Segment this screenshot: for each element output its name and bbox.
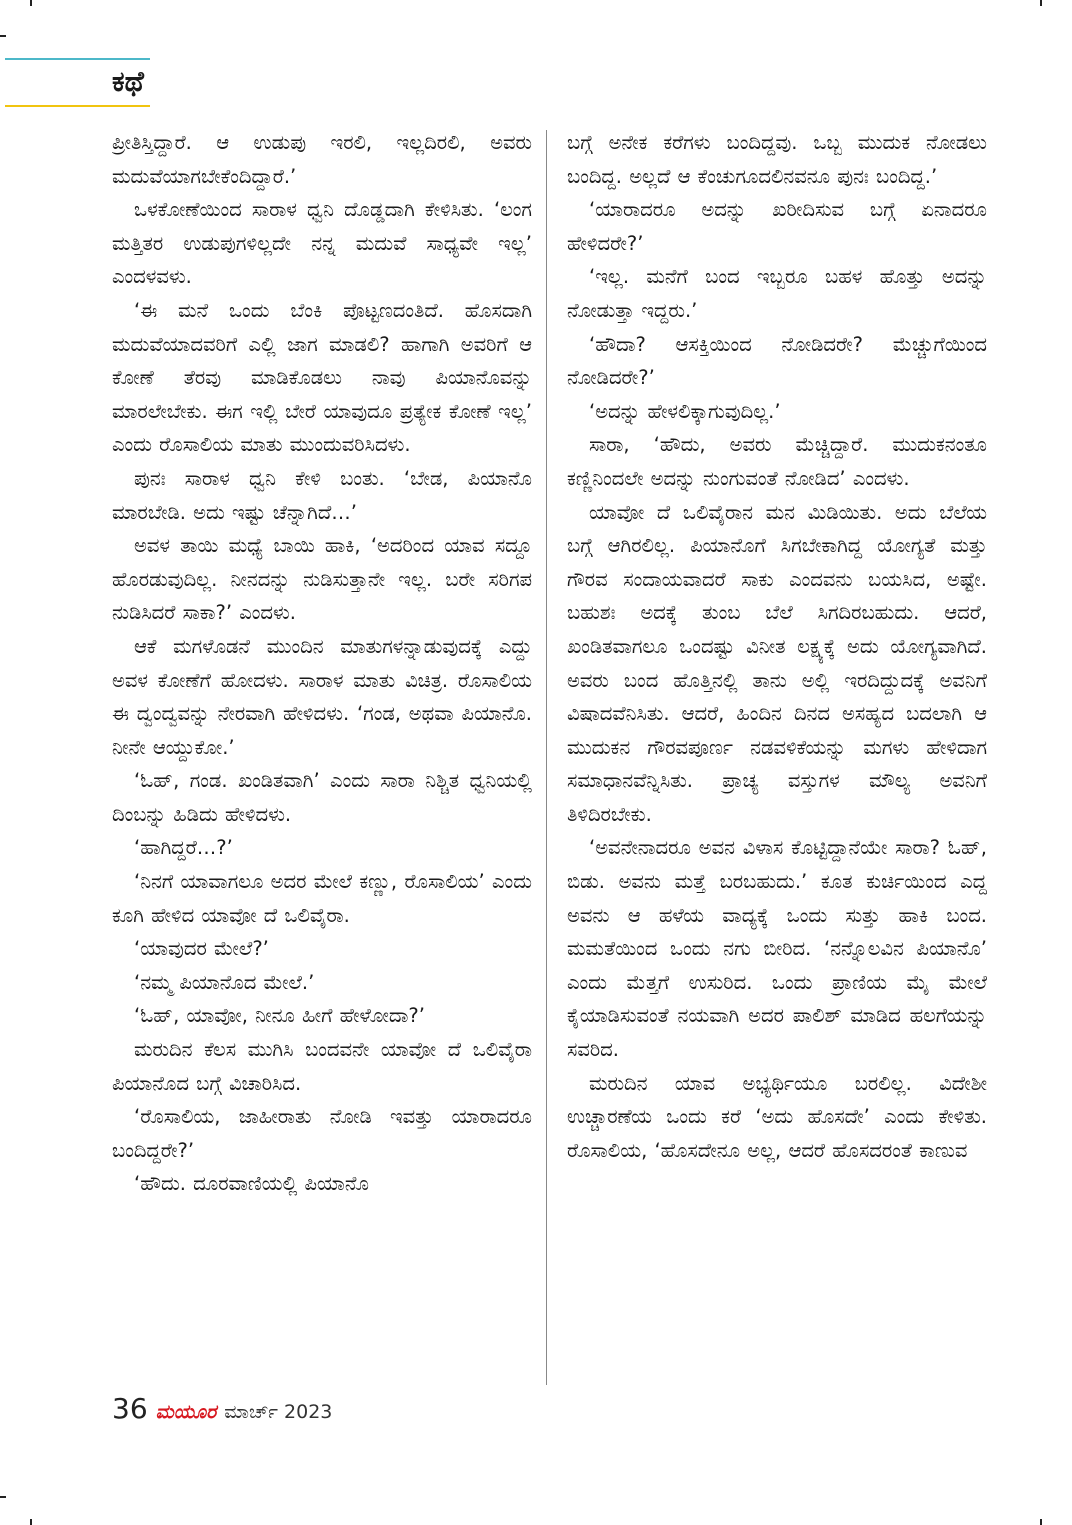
paragraph: ‘ಓಹ್, ಯಾವೋ, ನೀನೂ ಹೀಗೆ ಹೇಳೋದಾ?’ xyxy=(134,1004,425,1028)
page-number: 36 xyxy=(112,1392,148,1425)
issue-date: ಮಾರ್ಚ್ 2023 xyxy=(224,1401,333,1423)
paragraph: ಅವಳ ತಾಯಿ ಮಧ್ಯೆ ಬಾಯಿ ಹಾಕಿ, ‘ಅದರಿಂದ ಯಾವ ಸದ್ದೂ ಹೊರಡುವುದಿಲ್ಲ. ನೀನದನ್ನು ನುಡಿಸುತ್ತಾನೇ ಇಲ್ಲ. ಬರೇ ಸರಿಗಪ ನುಡಿಸಿದರೆ ಸಾಕಾ?’ ಎಂದಳು. xyxy=(112,534,532,625)
paragraph: ಯಾವೋ ದೆ ಒಲಿವೈರಾನ ಮನ ಮಿಡಿಯಿತು. ಅದು ಬೆಲೆಯ ಬಗ್ಗೆ ಆಗಿರಲಿಲ್ಲ. ಪಿಯಾನೊಗೆ ಸಿಗಬೇಕಾಗಿದ್ದ ಯೋಗ್ಯತೆ ಮತ್ತು ಗೌರವ ಸಂದಾಯವಾದರೆ ಸಾಕು ಎಂದವನು ಬಯಸಿದ, ಅಷ್ಟೇ. ಬಹುಶಃ ಅದಕ್ಕೆ ತುಂಬ ಬೆಲೆ ಸಿಗದಿರಬಹುದು. ಆದರೆ, ಖಂಡಿತವಾಗಲೂ ಒಂದಷ್ಟು ವಿನೀತ ಲಕ್ಷ್ಯಕ್ಕೆ ಅದು ಯೋಗ್ಯವಾಗಿದೆ. ಅವರು ಬಂದ ಹೊತ್ತಿನಲ್ಲಿ ತಾನು ಅಲ್ಲಿ ಇರದಿದ್ದುದಕ್ಕೆ ಅವನಿಗೆ ವಿಷಾದವೆನಿಸಿತು. ಆದರೆ, ಹಿಂದಿನ ದಿನದ ಅಸಹ್ಯದ ಬದಲಾಗಿ ಆ ಮುದುಕನ ಗೌರವಪೂರ್ಣ ನಡವಳಿಕೆಯನ್ನು ಮಗಳು ಹೇಳಿದಾಗ ಸಮಾಧಾನವೆನ್ನಿಸಿತು. ಪ್ರಾಚ್ಯ ವಸ್ತುಗಳ ಮೌಲ್ಯ ಅವನಿಗೆ ತಿಳಿದಿರಬೇಕು. xyxy=(567,500,987,826)
header-rule-top xyxy=(5,58,150,60)
crop-mark xyxy=(0,35,6,37)
paragraph: ‘ಯಾರಾದರೂ ಅದನ್ನು ಖರೀದಿಸುವ ಬಗ್ಗೆ ಏನಾದರೂ ಹೇಳಿದರೇ?’ xyxy=(567,198,987,255)
crop-mark xyxy=(0,1496,6,1498)
crop-mark xyxy=(1040,1519,1042,1525)
paragraph: ‘ಹೌದಾ? ಆಸಕ್ತಿಯಿಂದ ನೋಡಿದರೇ? ಮೆಚ್ಚುಗೆಯಿಂದ ನೋಡಿದರೇ?’ xyxy=(567,332,987,390)
column-divider xyxy=(546,130,547,1385)
right-column xyxy=(567,126,987,1386)
paragraph: ಪುನಃ ಸಾರಾಳ ಧ್ವನಿ ಕೇಳಿ ಬಂತು. ‘ಬೇಡ, ಪಿಯಾನೊ ಮಾರಬೇಡಿ. ಅದು ಇಷ್ಟು ಚೆನ್ನಾಗಿದೆ…’ xyxy=(112,466,532,524)
paragraph: ‘ಅದನ್ನು ಹೇಳಲಿಕ್ಕಾಗುವುದಿಲ್ಲ.’ xyxy=(589,399,781,423)
crop-mark xyxy=(1040,0,1042,6)
header-rule-bottom xyxy=(5,105,150,107)
paragraph: ‘ಓಹ್, ಗಂಡ. ಖಂಡಿತವಾಗಿ’ ಎಂದು ಸಾರಾ ನಿಶ್ಚಿತ ಧ್ವನಿಯಲ್ಲಿ ದಿಂಬನ್ನು ಹಿಡಿದು ಹೇಳಿದಳು. xyxy=(112,769,532,826)
paragraph: ಒಳಕೋಣೆಯಿಂದ ಸಾರಾಳ ಧ್ವನಿ ದೊಡ್ಡದಾಗಿ ಕೇಳಿಸಿತು. ‘ಲಂಗ ಮತ್ತಿತರ ಉಡುಪುಗಳಿಲ್ಲದೇ ನನ್ನ ಮದುವೆ ಸಾಧ್ಯವೇ ಇಲ್ಲ’ ಎಂದಳವಳು. xyxy=(112,198,532,289)
paragraph: ಆಕೆ ಮಗಳೊಡನೆ ಮುಂದಿನ ಮಾತುಗಳನ್ನಾಡುವುದಕ್ಕೆ ಎದ್ದು ಅವಳ ಕೋಣೆಗೆ ಹೋದಳು. ಸಾರಾಳ ಮಾತು ವಿಚಿತ್ರ. ರೊಸಾಲಿಯ ಈ ದ್ವಂದ್ವವನ್ನು ನೇರವಾಗಿ ಹೇಳಿದಳು. ‘ಗಂಡ, ಅಥವಾ ಪಿಯಾನೊ. ನೀನೇ ಆಯ್ದುಕೋ.’ xyxy=(112,634,532,759)
section-title: ಕಥೆ xyxy=(112,65,144,98)
paragraph: ಮರುದಿನ ಯಾವ ಅಭ್ಯರ್ಥಿಯೂ ಬರಲಿಲ್ಲ. ವಿದೇಶೀ ಉಚ್ಚಾರಣೆಯ ಒಂದು ಕರೆ ‘ಅದು ಹೊಸದೇ’ ಎಂದು ಕೇಳಿತು. ರೊಸಾಲಿಯ, ‘ಹೊಸದೇನೂ ಅಲ್ಲ, ಆದರೆ ಹೊಸದರಂತೆ ಕಾಣುವ xyxy=(567,1071,987,1162)
paragraph: ‘ಇಲ್ಲ. ಮನೆಗೆ ಬಂದ ಇಬ್ಬರೂ ಬಹಳ ಹೊತ್ತು ಅದನ್ನು ನೋಡುತ್ತಾ ಇದ್ದರು.’ xyxy=(567,265,987,322)
paragraph: ಸಾರಾ, ‘ಹೌದು, ಅವರು ಮೆಚ್ಚಿದ್ದಾರೆ. ಮುದುಕನಂತೂ ಕಣ್ಣಿನಿಂದಲೇ ಅದನ್ನು ನುಂಗುವಂತೆ ನೋಡಿದ’ ಎಂದಳು. xyxy=(567,433,987,490)
paragraph: ‘ಹೌದು. ದೂರವಾಣಿಯಲ್ಲಿ ಪಿಯಾನೊ xyxy=(134,1172,369,1196)
paragraph: ‘ಯಾವುದರ ಮೇಲೆ?’ xyxy=(134,937,269,961)
paragraph: ಬಗ್ಗೆ ಅನೇಕ ಕರೆಗಳು ಬಂದಿದ್ದವು. ಒಬ್ಬ ಮುದುಕ ನೋಡಲು ಬಂದಿದ್ದ. ಅಲ್ಲದೆ ಆ ಕೆಂಚುಗೂದಲಿನವನೂ ಪುನಃ ಬಂದಿದ್ದ.’ xyxy=(567,131,987,188)
paragraph: ಪ್ರೀತಿಸ್ತಿದ್ದಾರೆ. ಆ ಉಡುಪು ಇರಲಿ, ಇಲ್ಲದಿರಲಿ, ಅವರು ಮದುವೆಯಾಗಬೇಕೆಂದಿದ್ದಾರೆ.’ xyxy=(112,131,532,188)
paragraph: ಮರುದಿನ ಕೆಲಸ ಮುಗಿಸಿ ಬಂದವನೇ ಯಾವೋ ದೆ ಒಲಿವೈರಾ ಪಿಯಾನೊದ ಬಗ್ಗೆ ವಿಚಾರಿಸಿದ. xyxy=(112,1038,532,1095)
paragraph: ‘ನಿನಗೆ ಯಾವಾಗಲೂ ಅದರ ಮೇಲೆ ಕಣ್ಣು, ರೊಸಾಲಿಯ’ ಎಂದು ಕೂಗಿ ಹೇಳಿದ ಯಾವೋ ದೆ ಒಲಿವೈರಾ. xyxy=(112,870,532,927)
page-footer xyxy=(112,1392,332,1428)
magazine-logo: ಮಯೂರ xyxy=(155,1401,217,1423)
paragraph: ‘ರೊಸಾಲಿಯ, ಜಾಹೀರಾತು ನೋಡಿ ಇವತ್ತು ಯಾರಾದರೂ ಬಂದಿದ್ದರೇ?’ xyxy=(112,1105,532,1162)
crop-mark xyxy=(30,1519,32,1525)
paragraph: ‘ಈ ಮನೆ ಒಂದು ಬೆಂಕಿ ಪೊಟ್ಟಣದಂತಿದೆ. ಹೊಸದಾಗಿ ಮದುವೆಯಾದವರಿಗೆ ಎಲ್ಲಿ ಜಾಗ ಮಾಡಲಿ? ಹಾಗಾಗಿ ಅವರಿಗೆ ಆ ಕೋಣೆ ತೆರವು ಮಾಡಿಕೊಡಲು ನಾವು ಪಿಯಾನೊವನ್ನು ಮಾರಲೇಬೇಕು. ಈಗ ಇಲ್ಲಿ ಬೇರೆ ಯಾವುದೂ ಪ್ರತ್ಯೇಕ ಕೋಣೆ ಇಲ್ಲ’ ಎಂದು ರೊಸಾಲಿಯ ಮಾತು ಮುಂದುವರಿಸಿದಳು. xyxy=(112,298,532,457)
crop-mark xyxy=(30,0,32,6)
paragraph: ‘ಅವನೇನಾದರೂ ಅವನ ವಿಳಾಸ ಕೊಟ್ಟಿದ್ದಾನೆಯೇ ಸಾರಾ? ಓಹ್, ಬಿಡು. ಅವನು ಮತ್ತೆ ಬರಬಹುದು.’ ಕೂತ ಕುರ್ಚಿಯಿಂದ ಎದ್ದ ಅವನು ಆ ಹಳೆಯ ವಾದ್ಯಕ್ಕೆ ಒಂದು ಸುತ್ತು ಹಾಕಿ ಬಂದ. ಮಮತೆಯಿಂದ ಒಂದು ನಗು ಬೀರಿದ. ‘ನನ್ನೊಲವಿನ ಪಿಯಾನೊ’ ಎಂದು ಮೆತ್ತಗೆ ಉಸುರಿದ. ಒಂದು ಪ್ರಾಣಿಯ ಮೈ ಮೇಲೆ ಕೈಯಾಡಿಸುವಂತೆ ನಯವಾಗಿ ಅದರ ಪಾಲಿಶ್ ಮಾಡಿದ ಹಲಗೆಯನ್ನು ಸವರಿದ. xyxy=(567,836,987,1062)
paragraph: ‘ಹಾಗಿದ್ದರೆ…?’ xyxy=(134,836,233,860)
left-column xyxy=(112,126,532,1386)
paragraph: ‘ನಮ್ಮ ಪಿಯಾನೊದ ಮೇಲೆ.’ xyxy=(134,970,315,994)
